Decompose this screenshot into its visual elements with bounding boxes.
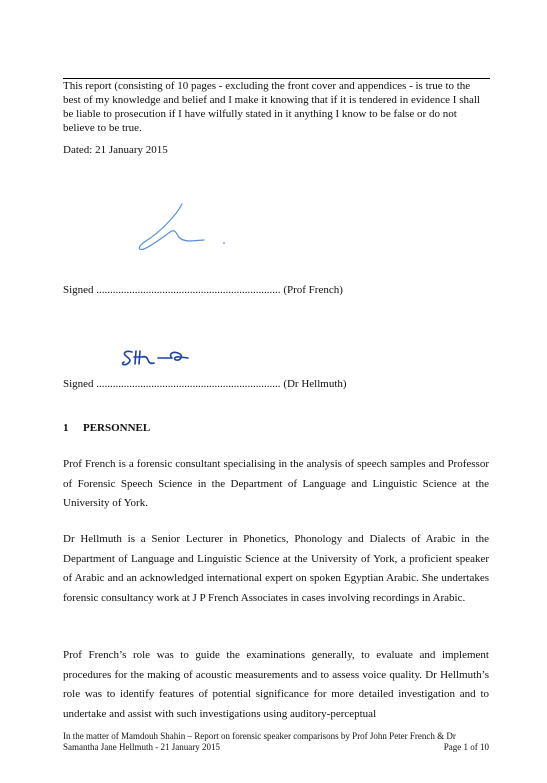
paragraph-hellmuth-bio: Dr Hellmuth is a Senior Lecturer in Phonetics, Phonology and Dialects of Arabic in the Department of Language and Linguistic Science at the University of York, a proficient speaker of Arabic and an acknowledged international expert on spoken Egyptian Arabic. She undertakes forensic consultancy work at J P French Associates in cases involving recordings in Arabic. [63,533,489,604]
signatory-role: (Dr Hellmuth) [283,378,347,390]
signatory-role: (Prof French) [283,284,343,296]
page-footer [63,731,489,752]
signed-label: Signed ................................................................... [63,284,281,296]
signed-label: Signed ................................................................... [63,378,281,390]
dr-hellmuth-signature [118,344,208,374]
signature-line-french [63,283,343,297]
declaration-text: This report (consisting of 10 pages - excluding the front cover and appendices - is true to the best of my knowledge and belief and I make it knowing that if it is tendered in evidence I shall be liable to prosecution if I have wilfully stated in it anything I know to be false or do not believe to be true. [63,80,480,134]
section-number: 1 [63,422,69,434]
signature-line-hellmuth [63,377,347,391]
paragraph-french-bio: Prof French is a forensic consultant specialising in the analysis of speech samples and Professor of Forensic Speech Science in the Department of Language and Linguistic Science at the University of York. [63,458,489,510]
section-title: PERSONNEL [83,422,151,434]
footer-line-2: Samantha Jane Hellmuth - 21 January 2015 [63,741,220,752]
section-heading [63,421,150,435]
paragraph-roles: Prof French’s role was to guide the examinations generally, to evaluate and implement procedures for the making of acoustic measurements and to assess voice quality. Dr Hellmuth’s role was to identify features of potential significance for more detailed investigation and to undertake and assist with such investigations using auditory-perceptual [63,649,489,720]
page-number: Page 1 of 10 [443,741,489,752]
prof-french-signature [108,196,238,256]
dated-line: Dated: 21 January 2015 [63,144,168,156]
footer-line-1: In the matter of Mamdouh Shahin – Report on forensic speaker comparisons by Prof John Peter French & Dr [63,731,456,741]
